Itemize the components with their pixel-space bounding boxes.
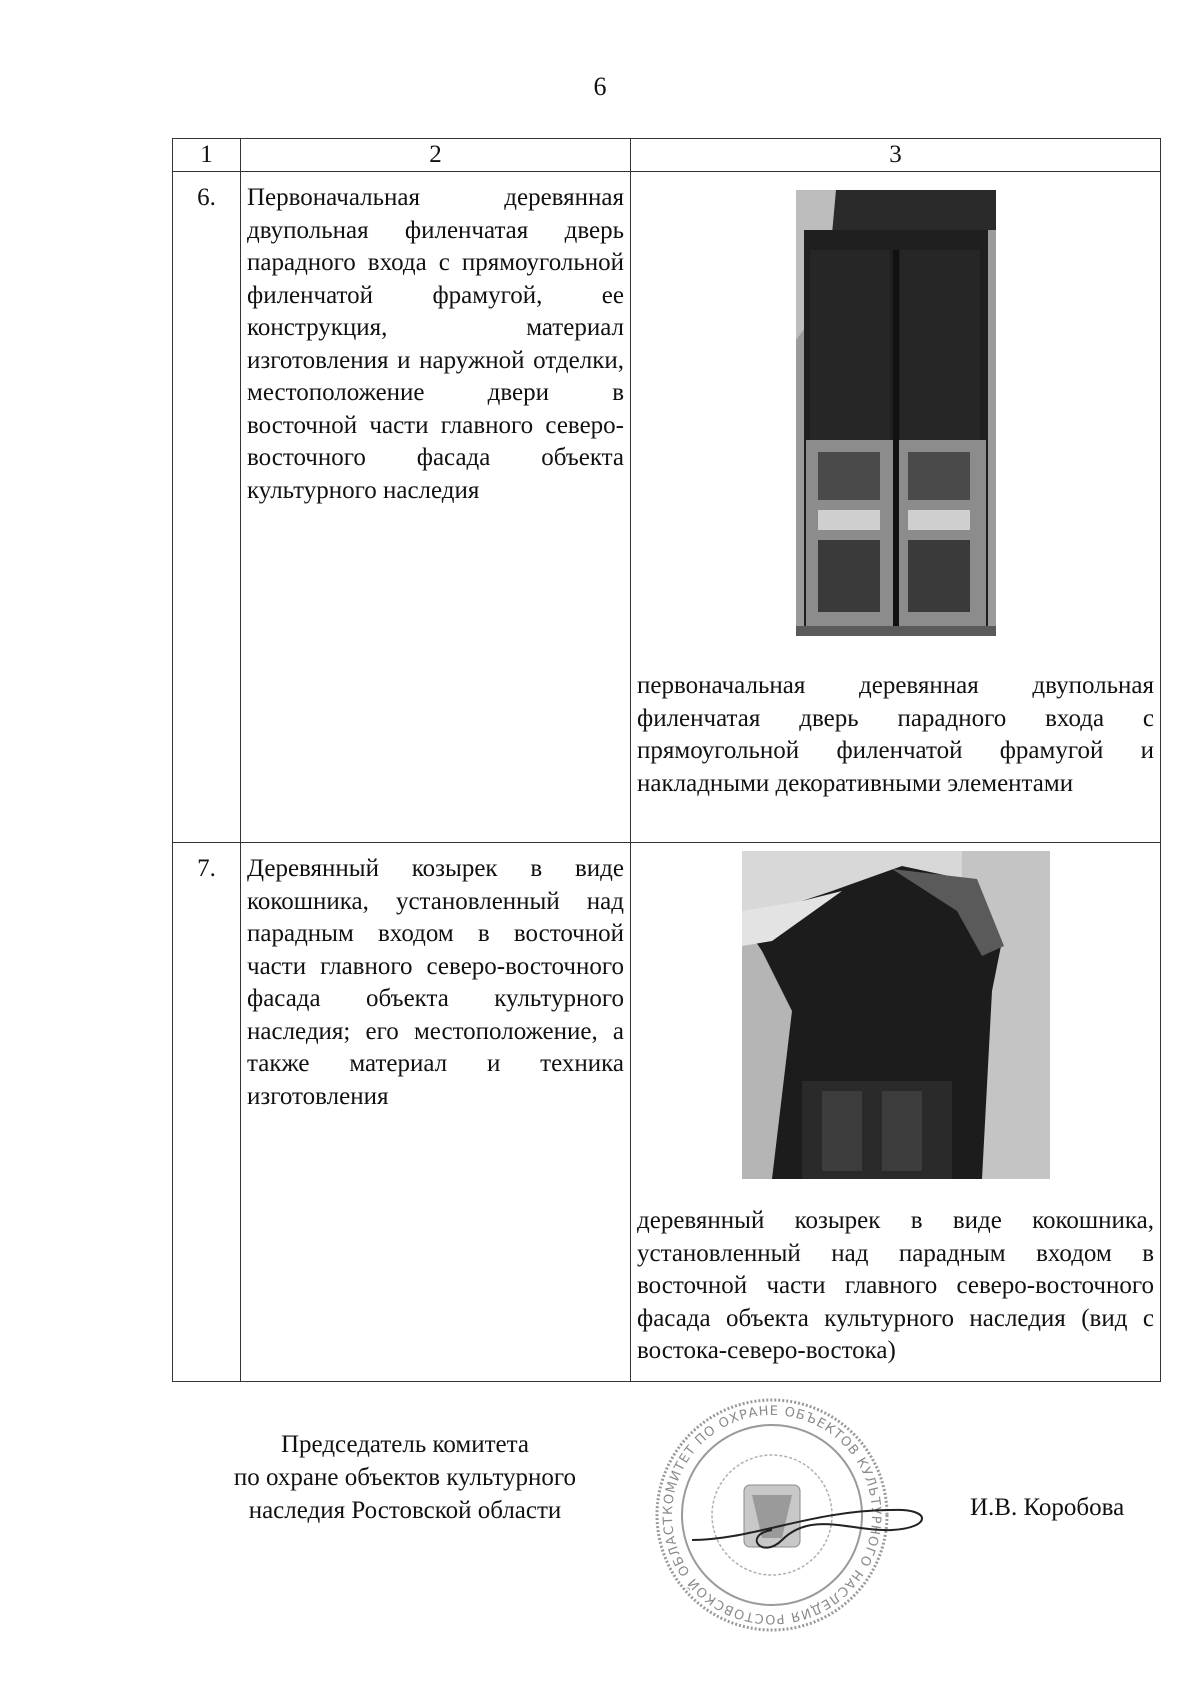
svg-text:КОМИТЕТ ПО ОХРАНЕ ОБЪЕКТОВ КУЛ: КОМИТЕТ ПО ОХРАНЕ ОБЪЕКТОВ КУЛЬТУРНОГО НАСЛЕДИЯ РОСТОВСКОЙ ОБЛАСТ (660, 1403, 884, 1627)
canopy-photo (742, 851, 1050, 1179)
page-number: 6 (593, 72, 607, 101)
row-image-cell (631, 843, 1161, 1382)
official-seal (632, 1390, 962, 1640)
header-col-1: 1 (173, 139, 241, 172)
table-header-row (173, 139, 1161, 172)
image-caption: деревянный козырек в виде кокошника, установленный над парадным входом в восточной части главного северо-восточного фасада объекта культурного наследия (вид с востока-северо-востока) (637, 1207, 1154, 1364)
table-row (173, 172, 1161, 843)
row-description (241, 843, 631, 1382)
door-photo (796, 190, 996, 636)
signer-name: И.В. Коробова (970, 1494, 1125, 1521)
row-number: 6. (173, 172, 241, 843)
description-text: Первоначальная деревянная двупольная филенчатая дверь парадного входа с прямоугольной филенчатой фрамугой, ее конструкция, материал изготовления и наружной отделки, местоположение двери в восточной части главного северо-восточного фасада объекта культурного наследия (247, 184, 624, 504)
seal-stamp-icon (632, 1390, 962, 1640)
description-text: Деревянный козырек в виде кокошника, установленный над парадным входом в восточной части главного северо-восточного фасада объекта культурного наследия; его местоположение, а также материал и техника изготовления (247, 855, 624, 1110)
signature-title (195, 1428, 615, 1527)
signature-title-line: Председатель комитета (281, 1431, 529, 1458)
header-col-3: 3 (631, 139, 1161, 172)
signature-title-line: по охране объектов культурного (233, 1464, 577, 1491)
table-row (173, 843, 1161, 1382)
row-image-cell (631, 172, 1161, 843)
objects-table (172, 138, 1161, 1382)
header-col-2: 2 (241, 139, 631, 172)
signature-title-line: наследия Ростовской области (248, 1497, 562, 1524)
row-description (241, 172, 631, 843)
row-number: 7. (173, 843, 241, 1382)
image-caption: первоначальная деревянная двупольная филенчатая дверь парадного входа с прямоугольной филенчатой фрамугой и накладными декоративными элементами (637, 672, 1154, 797)
